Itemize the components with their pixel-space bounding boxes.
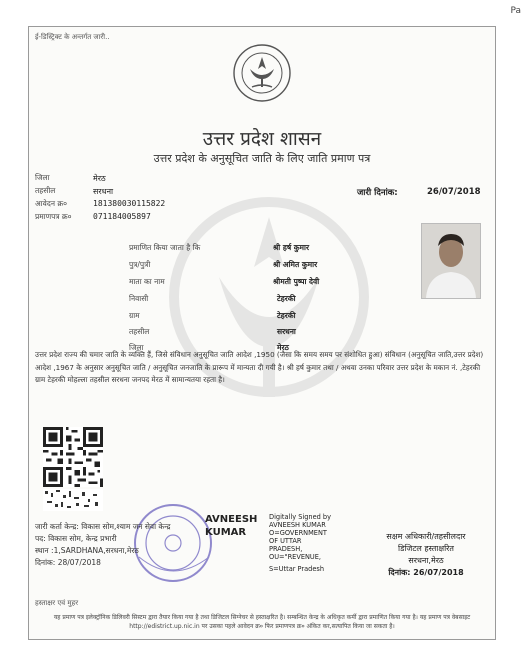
- officer-date-label: दिनांक:: [388, 568, 411, 577]
- certificate-label: प्रमाणपत्र क्र०: [35, 212, 72, 221]
- person-photo-icon: [422, 224, 480, 298]
- digital-signer-name: AVNEESH KUMAR: [205, 514, 258, 538]
- tehsil-row-label: तहसील: [129, 327, 150, 336]
- issue-date-value: 26/07/2018: [427, 187, 481, 197]
- district-row-label: जिला: [129, 343, 144, 352]
- district-label: जिला: [35, 173, 50, 182]
- officer-date-value: 26/07/2018: [413, 568, 464, 577]
- holder-name: श्री हर्ष कुमार: [273, 243, 310, 252]
- village-value: टेहरकी: [277, 311, 296, 320]
- digital-signature-details: [269, 513, 355, 573]
- issuer-post: पद: विकास सोम, केन्द्र प्रभारी: [35, 534, 117, 543]
- officer-title: सक्षम अधिकारी/तहसीलदार: [386, 532, 466, 541]
- issuer-kendra: जारी कर्ता केन्द्र: विकास सोम,श्याम जन सेवा केन्द्र: [35, 522, 171, 531]
- tehsil-row-value: सरधना: [277, 327, 296, 336]
- watermark-emblem-icon: [169, 187, 369, 447]
- village-label: ग्राम: [129, 311, 140, 320]
- certificate-body-text: उत्तर प्रदेश राज्य की चमार जाति के व्यक्ति हैं, जिसे संविधान अनुसूचित जाति आदेश ,1950 (जैसा कि समय समय पर संशोधित हुआ) संविधान (अनुसूचित जाति,उत्तर प्रदेश) आदेश ,1967 के अनुसार अनुसूचित जाति / अनुसूचित जनजाति के प्रारूप में मान्यता दी गयी है। श्री हर्ष कुमार तथा / अथवा उनका परिवार उत्तर प्रदेश के मकान नं. ,टेहरकी ग्राम टेहरकी मोहल्ला तहसील सरधना जनपद मेरठ में सामान्यतया रहता है।: [35, 350, 484, 384]
- digi-line: OF UTTAR: [269, 537, 302, 545]
- certificate-document: [28, 26, 496, 640]
- officer-place: सरधना,मेरठ: [408, 556, 444, 565]
- officer-block: [361, 531, 491, 579]
- officer-date: [361, 567, 491, 579]
- resident-value: टेहरकी: [277, 294, 296, 303]
- qr-code-icon: [43, 427, 103, 487]
- top-note: ई-डिस्ट्रिक्ट के अन्तर्गत जारी..: [35, 33, 110, 41]
- tehsil-value: सरधना: [93, 187, 114, 196]
- son-of-label: पुत्र/पुत्री: [129, 260, 151, 269]
- father-name: श्री अमित कुमार: [273, 260, 318, 269]
- issuer-date: दिनांक: 28/07/2018: [35, 558, 101, 567]
- issue-date-label: जारी दिनांक:: [357, 188, 398, 198]
- footer-verification-note: यह प्रमाण पत्र इलेक्ट्रॉनिक डिलिवरी सिस्टम द्वारा तैयार किया गया है तथा डिजिटल सिग्नेचर से हस्ताक्षरित है। सम्बन्धित केन्द्र के अधिकृत कर्मी द्वारा प्रमाणित किया गया है। यह प्रमाण पत्र वेबसाइट http://edistrict.up.nic.in पर उसका पहले आवेदन क्र० फिर प्रमाणपत्र क्र० अंकित कर,सत्यापित किया जा सकता है।: [53, 614, 471, 630]
- digi-line: S=Uttar Pradesh: [269, 565, 325, 573]
- digi-line: O=GOVERNMENT: [269, 529, 327, 537]
- digi-line: PRADESH,: [269, 545, 303, 553]
- district-row-value: मेरठ: [277, 343, 289, 352]
- holder-photo: [421, 223, 481, 299]
- district-value: मेरठ: [93, 174, 106, 183]
- up-state-emblem-icon: [232, 43, 292, 103]
- page-subtitle: उत्तर प्रदेश के अनुसूचित जाति के लिए जाति प्रमाण पत्र: [153, 152, 371, 165]
- application-label: आवेदन क्र०: [35, 199, 68, 208]
- certified-label: प्रमाणित किया जाता है कि: [129, 243, 201, 252]
- application-number: 181380030115822: [93, 199, 166, 208]
- certificate-number: 071184005897: [93, 212, 151, 221]
- mother-name: श्रीमती पुष्पा देवी: [273, 277, 320, 286]
- resident-label: निवासी: [129, 294, 149, 303]
- digi-line: AVNEESH KUMAR: [269, 521, 326, 529]
- digi-line: OU="REVENUE,: [269, 553, 322, 561]
- signature-note: हस्ताक्षर एवं मुहर: [35, 599, 79, 607]
- page-corner-label: Pa: [510, 6, 521, 16]
- issuer-place: स्थान :1,SARDHANA,सरधना,मेरठ: [35, 546, 139, 555]
- mother-label: माता का नाम: [129, 277, 165, 286]
- officer-sign-status: डिजिटल हस्ताक्षरित: [398, 544, 454, 553]
- barcode-icon: [43, 489, 103, 511]
- page-title: उत्तर प्रदेश शासन: [202, 128, 322, 150]
- tehsil-label: तहसील: [35, 186, 56, 195]
- issuer-block: [35, 521, 170, 569]
- digi-line: Digitally Signed by: [269, 513, 332, 521]
